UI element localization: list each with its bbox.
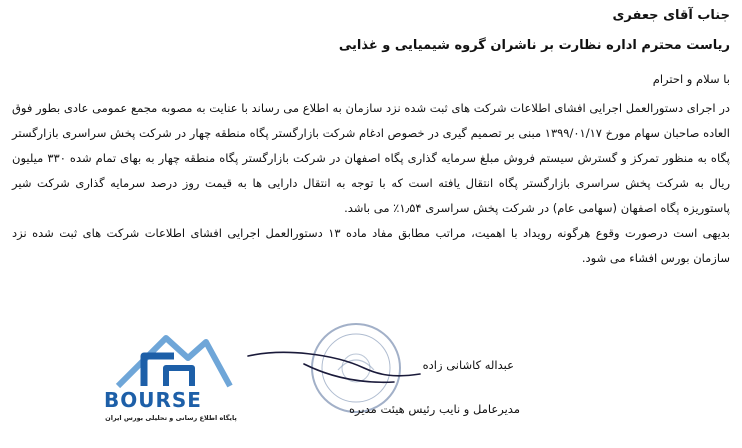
greeting: با سلام و احترام	[652, 72, 730, 86]
handwritten-signature	[244, 344, 424, 394]
body-paragraph-1: در اجرای دستورالعمل اجرایی افشای اطلاعات شرکت های ثبت شده نزد سازمان به اطلاع می رساند با عنایت به مصوبه مجمع عمومی عادی بطور فوق العاده صاحبان سهام مورخ ۱۳۹۹/۰۱/۱۷ مبنی بر تصمیم گیری در خصوص ادغام شرکت بازارگستر پگاه منطقه چهار در شرکت پخش سراسری بازارگستر پگاه به منظور تمرکز و گسترش سیستم فروش مبلغ سرمایه گذاری پگاه اصفهان در شرکت بازارگستر پگاه منطقه چهار به بهای تمام شده ۳۳۰ میلیون ریال به شرکت پخش سراسری بازارگستر پگاه انتقال یافته است که با توجه به انتقال دارایی ها به قیمت روز درصد سرمایه گذاری شرکت شیر پاستوریزه پگاه اصفهان (سهامی عام) در شرکت پخش سراسری ۱٫۵۴٪ می باشد.	[12, 101, 730, 215]
bourse-logo-wordmark: BOURSE	[104, 388, 202, 412]
signer-name: عبداله کاشانی زاده	[422, 358, 514, 372]
addressee: جناب آقای جعفری	[612, 8, 730, 23]
recipient-title: ریاست محترم اداره نظارت بر ناشران گروه شیمیایی و غذایی	[338, 38, 730, 53]
bourse-logo	[96, 328, 246, 440]
signer-title: مدیرعامل و نایب رئیس هیئت مدیره	[349, 402, 520, 416]
bourse-logo-mark-icon	[96, 328, 246, 392]
bourse-logo-caption: پایگاه اطلاع رسانی و تحلیلی بورس ایران	[105, 414, 237, 422]
body-paragraph-2: بدیهی است درصورت وقوع هرگونه رویداد با اهمیت، مراتب مطابق مفاد ماده ۱۳ دستورالعمل اجرایی افشای اطلاعات شرکت های ثبت شده نزد سازمان بورس افشاء می شود.	[12, 226, 731, 265]
letter-body	[12, 96, 730, 271]
